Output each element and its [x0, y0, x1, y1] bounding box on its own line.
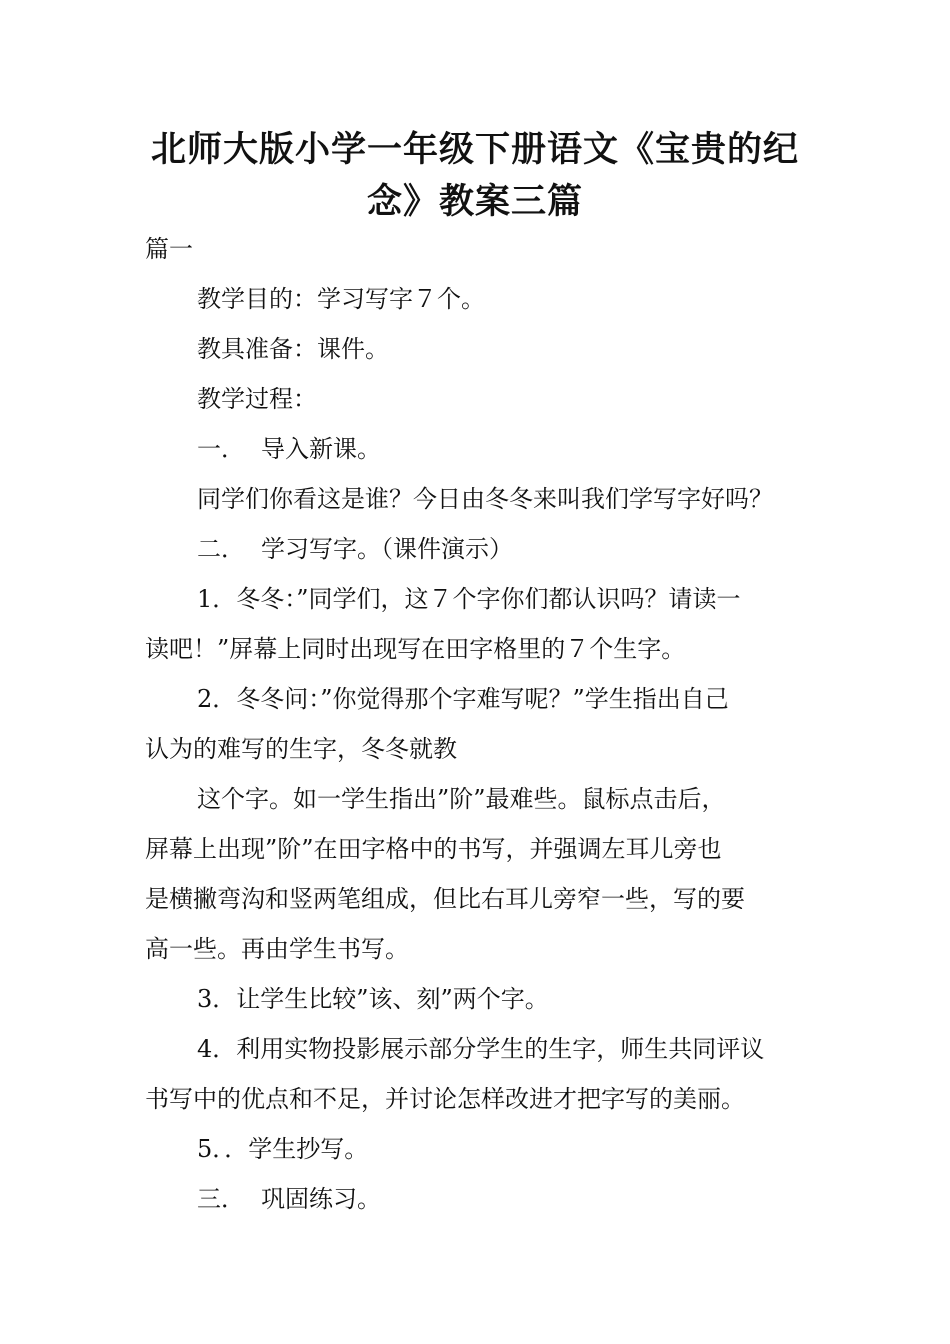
item-2b-line-1: 这个字。如一学生指出”阶”最难些。鼠标点击后， [197, 785, 726, 813]
document-title-line-1: 北师大版小学一年级下册语文《宝贵的纪 [150, 130, 799, 170]
step-2-text: 学习写字。（课件演示） [261, 535, 513, 563]
intro-paragraph: 同学们你看这是谁？今日由冬冬来叫我们学写字好吗？ [197, 485, 773, 513]
item-1-line-1: 1．冬冬：”同学们，这７个字你们都认识吗？请读一 [197, 585, 741, 613]
item-3: 3．让学生比较”该、刻”两个字。 [197, 985, 549, 1013]
item-2b-line-2: 屏幕上出现”阶”在田字格中的书写，并强调左耳儿旁也 [145, 835, 722, 863]
item-2b-line-4: 高一些。再由学生书写。 [145, 935, 409, 963]
item-1-line-2: 读吧！”屏幕上同时出现写在田字格里的７个生字。 [145, 635, 686, 663]
item-4-line-2: 书写中的优点和不足，并讨论怎样改进才把字写的美丽。 [145, 1085, 745, 1113]
step-1-number: 一． [197, 435, 245, 463]
step-3-number: 三． [197, 1185, 245, 1213]
section-heading: 篇一 [145, 235, 193, 263]
item-2-line-2: 认为的难写的生字，冬冬就教 [145, 735, 457, 763]
step-3-text: 巩固练习。 [261, 1185, 381, 1213]
document-title-line-2: 念》教案三篇 [366, 182, 583, 222]
item-2-line-1: 2．冬冬问：”你觉得那个字难写呢？”学生指出自己 [197, 685, 729, 713]
item-5: 5．．学生抄写。 [197, 1135, 369, 1163]
step-1-text: 导入新课。 [261, 435, 381, 463]
step-3-heading [145, 1174, 862, 1224]
teaching-goal: 教学目的：学习写字７个。 [197, 285, 485, 313]
teaching-tools: 教具准备：课件。 [197, 335, 389, 363]
teaching-process-label: 教学过程： [197, 385, 317, 413]
item-2b-line-3: 是横撇弯沟和竖两笔组成，但比右耳儿旁窄一些，写的要 [145, 885, 745, 913]
item-4-line-1: 4．利用实物投影展示部分学生的生字，师生共同评议 [197, 1035, 765, 1063]
step-2-number: 二． [197, 535, 245, 563]
step-2-heading [145, 524, 862, 574]
step-1-heading [145, 424, 862, 474]
